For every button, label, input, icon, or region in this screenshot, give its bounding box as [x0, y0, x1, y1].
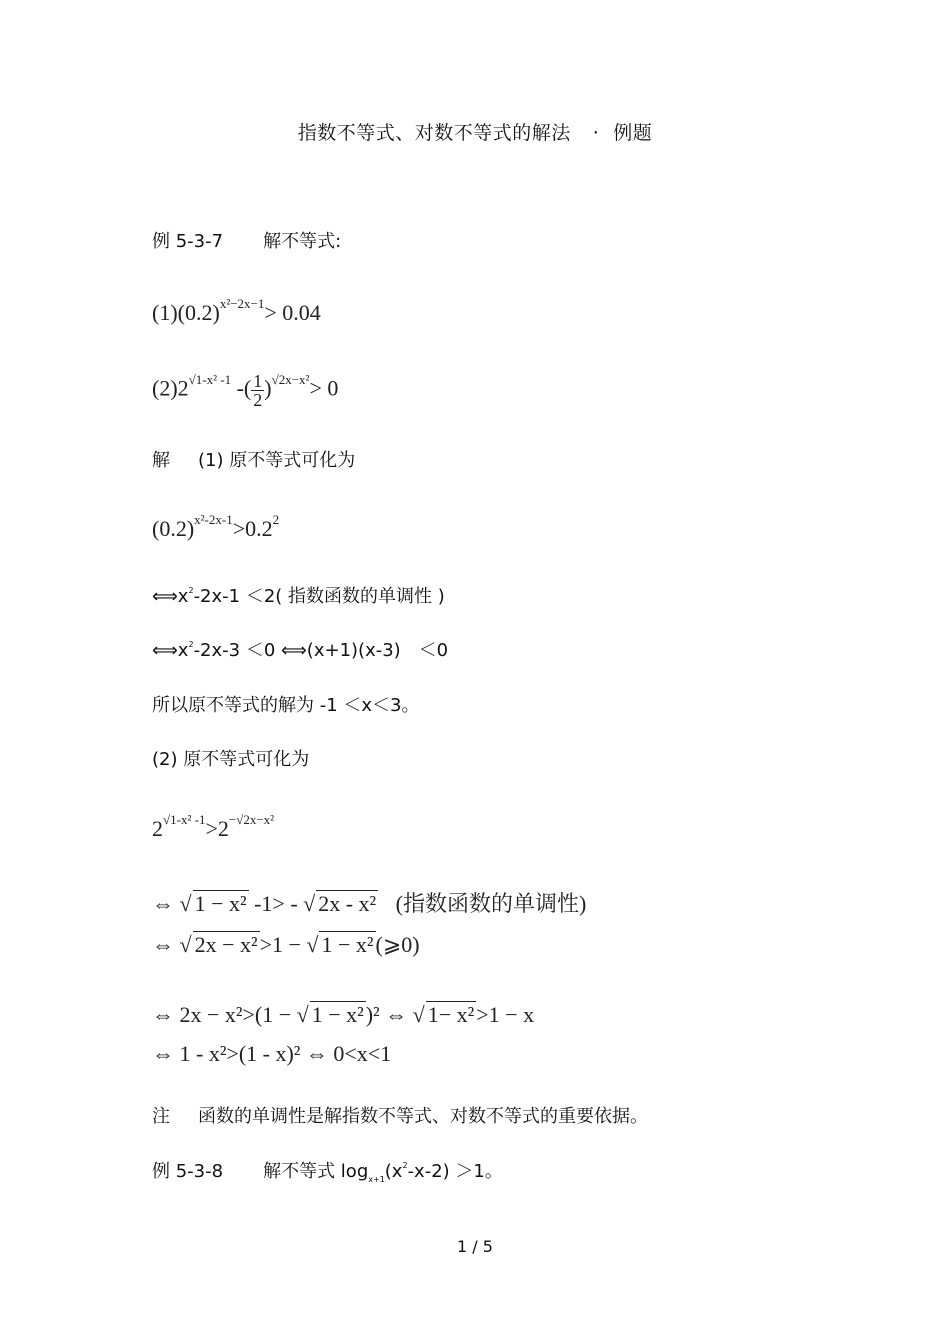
note-paragraph: 注 函数的单调性是解指数不等式、对数不等式的重要依据。: [152, 1106, 648, 1127]
solution-1-result: 所以原不等式的解为 -1 ＜x＜3。: [152, 695, 420, 716]
title-suffix: 例题: [613, 122, 653, 144]
title-main: 指数不等式、对数不等式的解法: [297, 122, 571, 144]
equivalence-line-5: ⇔ 2x − x²>(1 − √ 1 − x²)² ⇔ √ 1− x²>1 − x: [152, 1002, 535, 1027]
solution-2-heading: (2) 原不等式可化为: [152, 749, 310, 770]
inequality-4: $2^{√1-x^2 -1}>2^{-√2x-x^2}$: [152, 812, 275, 841]
solution-1-heading: 解 (1) 原不等式可化为: [152, 450, 356, 471]
page-title: [0, 118, 950, 145]
equivalence-line-3: ⇔ √ 1 − x² -1> - √ 2x - x² (指数函数的单调性): [152, 891, 587, 916]
example-5-3-8-heading: 例 5-3-8 解不等式 $\log_{x+1}(x^2-x-2) >1$。: [152, 1161, 503, 1184]
fraction-one-half: $\frac{1}{2}$: [253, 371, 263, 410]
example-label: 例 5-3-7: [152, 231, 224, 252]
example-text: 解不等式:: [263, 231, 342, 252]
page-number: 1 / 5: [457, 1237, 493, 1256]
equivalence-line-6: ⇔ 1 - x²>(1 - x)² ⇔ 0<x<1: [152, 1041, 392, 1066]
inequality-3: $(0.2)^{x^2-2x-1}>0.2^2$: [152, 512, 280, 541]
equivalence-line-2: $⟺x^2-2x-3 <0$ ⟺(x+1)(x-3) ＜0: [152, 640, 449, 661]
equivalence-line-1: $⟺x^2-2x-1 <2$( 指数函数的单调性 ): [152, 586, 445, 607]
equivalence-line-4: ⇔ √ 2x − x²>1 − √ 1 − x²(⩾0): [152, 932, 420, 957]
example-5-3-7-heading: [152, 227, 341, 253]
title-dot: ·: [592, 122, 600, 144]
inequality-1: $(1)(0.2)^{x^2-2x-1}> 0.04$: [152, 296, 321, 325]
inequality-2: $(2)2^{√1-x^2 -1}$ -( $\frac{1}{2}$ )$^{√2x-x^2}$> 0: [152, 371, 339, 410]
